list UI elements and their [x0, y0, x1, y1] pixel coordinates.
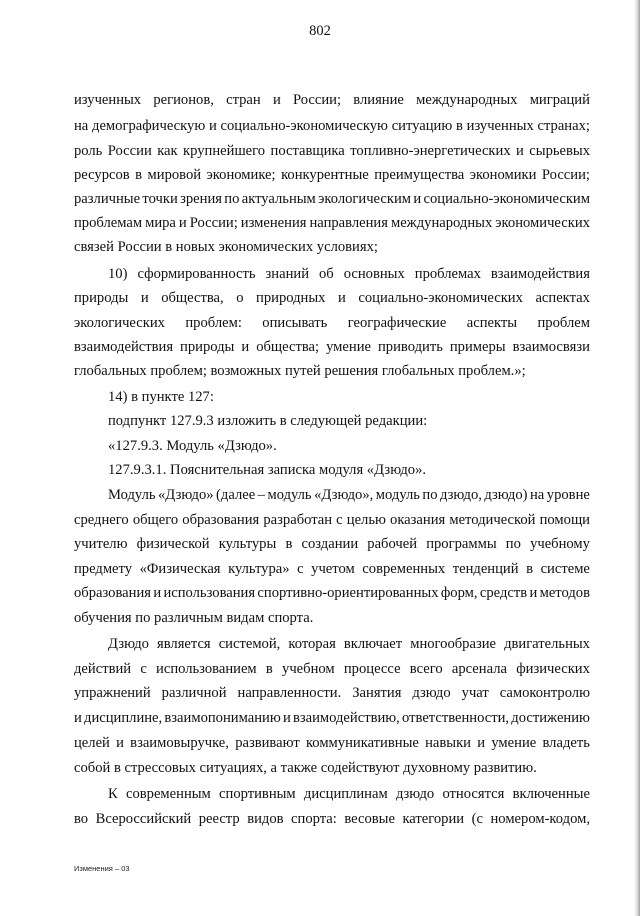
text-line [74, 214, 590, 232]
word: многообразие [410, 636, 497, 652]
word: социально-экономических [358, 290, 523, 306]
word: сформированность [137, 266, 256, 282]
word: на [74, 118, 89, 134]
word: целей [74, 735, 110, 751]
word: и [153, 585, 162, 601]
word: и [338, 290, 346, 306]
word: навыки [425, 735, 471, 751]
text-line: «127.9.3. Модуль «Дзюдо». [108, 438, 277, 454]
word: в [135, 167, 143, 183]
word: основных [343, 266, 405, 282]
word: и [140, 290, 149, 306]
word: культуры [218, 536, 277, 552]
text-line: 127.9.3.1. Пояснительная записка модуля «Дзюдо». [108, 462, 427, 478]
word: программы [426, 536, 497, 552]
word: изученных [466, 118, 534, 134]
word: К [108, 786, 118, 802]
word: «Физическая [139, 561, 221, 577]
word: странах; [537, 118, 590, 134]
word: взаимодействия [490, 266, 590, 282]
word: образования [74, 585, 151, 601]
word: приводить [378, 339, 443, 355]
word: модуль [375, 487, 420, 503]
word: о [236, 290, 244, 306]
word: взаимопониманию [164, 710, 281, 726]
word: всего [409, 661, 443, 677]
text-line [74, 709, 590, 727]
word: (далее [216, 487, 256, 503]
word: использования [163, 585, 256, 601]
word: образования [182, 512, 260, 528]
word: учителю [74, 536, 128, 552]
word: категории [402, 811, 465, 827]
word: экологическим [318, 191, 412, 207]
word: проблем [537, 315, 590, 331]
word: географические [347, 315, 447, 331]
word: дзюдо [412, 685, 451, 701]
word: международных [416, 92, 518, 108]
word: международных [390, 215, 493, 231]
word: аспектах [535, 290, 590, 306]
word: демографическую [92, 118, 206, 134]
text-line [108, 265, 590, 283]
text-line [74, 660, 590, 678]
word: учебному [530, 536, 590, 552]
word: уровне [546, 487, 590, 503]
word: системой, [218, 636, 281, 652]
word: форм, [440, 585, 478, 601]
word: коммуникативные [305, 735, 419, 751]
word: проблем: [185, 315, 242, 331]
word: умение [491, 735, 537, 751]
word: об [319, 266, 334, 282]
word: примеры [449, 339, 506, 355]
word: Всероссийский [95, 811, 192, 827]
word: физической [136, 536, 210, 552]
word: и [413, 191, 422, 207]
text-line [74, 511, 590, 529]
word: спортивным [219, 786, 296, 802]
word: дзюдо, [440, 487, 482, 503]
word: направленности. [237, 685, 342, 701]
word: средств [479, 585, 528, 601]
text-line [74, 117, 590, 135]
word: культура» [228, 561, 290, 577]
word: взаимодействию, [292, 710, 400, 726]
word: «Дзюдо», [314, 487, 374, 503]
word: в [265, 661, 273, 677]
word: регионов, [153, 92, 214, 108]
word: с [336, 512, 343, 528]
word: системе [540, 561, 590, 577]
word: включенные [512, 786, 590, 802]
text-line [74, 314, 590, 332]
word: мировой [147, 167, 202, 183]
word: сырьевых [529, 143, 590, 159]
word: тенденций [452, 561, 519, 577]
text-line [74, 142, 590, 160]
word: социально-экономическую [220, 118, 388, 134]
word: 10) [108, 266, 128, 282]
word: «Дзюдо» [158, 487, 214, 503]
word: влияние [353, 92, 404, 108]
text-line [108, 785, 590, 803]
text-line [74, 584, 590, 602]
footer-note: Изменения – 03 [74, 864, 130, 873]
text-line [74, 734, 590, 752]
word: спортивно-ориентированных [257, 585, 439, 601]
word: модуль [267, 487, 312, 503]
word: социально-экономическим [423, 191, 590, 207]
text-line [74, 560, 590, 578]
word: дисциплине, [84, 710, 163, 726]
word: мира [145, 215, 176, 231]
word: относятся [442, 786, 505, 802]
word: России [107, 143, 152, 159]
word: современным [125, 786, 211, 802]
word: целью [346, 512, 386, 528]
text-line [74, 166, 590, 184]
word: и [241, 339, 250, 355]
word: топливно-энергетических [350, 143, 511, 159]
text-line [74, 91, 590, 109]
word: в [456, 118, 463, 134]
word: и [282, 710, 291, 726]
page-number: 802 [309, 23, 331, 39]
word: аспекты [466, 315, 518, 331]
word: и [208, 118, 217, 134]
word: в [285, 536, 293, 552]
text-line [74, 338, 590, 356]
word: методов [539, 585, 590, 601]
word: общества; [256, 339, 320, 355]
word: и [516, 143, 524, 159]
text-line [74, 190, 590, 208]
word: с [297, 561, 304, 577]
word: общего [132, 512, 179, 528]
text-line: собой в стрессовых ситуациях, а также содействуют духовному развитию. [74, 760, 537, 776]
word: является [157, 636, 211, 652]
word: России; [293, 92, 342, 108]
word: процессе [343, 661, 401, 677]
word: экономике; [206, 167, 276, 183]
word: на [530, 487, 545, 503]
word: общества, [161, 290, 224, 306]
word: поставщика [270, 143, 345, 159]
text-line [74, 535, 590, 553]
word: (с [471, 811, 483, 827]
word: дзюдо [395, 786, 435, 802]
word: с [140, 661, 147, 677]
word: рабочей [367, 536, 418, 552]
word: и [477, 735, 486, 751]
word: экономических [495, 215, 590, 231]
word: роль [74, 143, 103, 159]
word: современных [362, 561, 446, 577]
word: природы [180, 339, 235, 355]
word: и [178, 215, 187, 231]
word: оказания [390, 512, 446, 528]
word: предмету [74, 561, 133, 577]
word: зрения [180, 191, 222, 207]
text-line: подпункт 127.9.3 изложить в следующей редакции: [108, 413, 428, 429]
word: и [116, 735, 124, 751]
word: как [157, 143, 178, 159]
text-line [74, 684, 590, 702]
word: создании [301, 536, 359, 552]
word: учетом [311, 561, 355, 577]
word: которая [288, 636, 336, 652]
word: учат [461, 685, 489, 701]
page-edge-shadow [634, 0, 640, 916]
word: реестр [198, 811, 240, 827]
word: физических [516, 661, 590, 677]
word: владеть [542, 735, 590, 751]
word: ситуацию [391, 118, 453, 134]
word: России; [189, 215, 238, 231]
word: помощи [539, 512, 590, 528]
word: точки [142, 191, 178, 207]
word: арсенала [451, 661, 507, 677]
word: номером-кодом, [490, 811, 590, 827]
word: Дзюдо [108, 636, 149, 652]
word: весовые [344, 811, 395, 827]
word: природы [74, 290, 129, 306]
word: крупнейшего [183, 143, 266, 159]
word: экологических [74, 315, 165, 331]
word: изученных [74, 92, 142, 108]
word: миграций [529, 92, 590, 108]
word: упражнений [74, 685, 151, 701]
word: дисциплинам [303, 786, 388, 802]
word: дзюдо) [484, 487, 528, 503]
word: конкурентные [281, 167, 369, 183]
word: проблемам [74, 215, 143, 231]
word: проблемах [414, 266, 481, 282]
word: стран [226, 92, 261, 108]
word: среднего [74, 512, 129, 528]
word: умение [326, 339, 371, 355]
word: использованием [156, 661, 257, 677]
text-line: 14) в пункте 127: [108, 389, 214, 405]
text-line: связей России в новых экономических условиях; [74, 239, 378, 255]
word: знаний [265, 266, 310, 282]
word: взаимосвязи [512, 339, 590, 355]
word: развивают [235, 735, 300, 751]
word: и [529, 585, 538, 601]
word: и [74, 710, 82, 726]
word: двигательных [504, 636, 590, 652]
word: по [422, 487, 438, 503]
text-line: глобальных проблем; возможных путей решения глобальных проблем.»; [74, 363, 526, 379]
word: направления [309, 215, 388, 231]
word: взаимовыручке, [130, 735, 229, 751]
word: взаимодействия [74, 339, 174, 355]
word: в [526, 561, 534, 577]
word: России; [541, 167, 590, 183]
word: природных [256, 290, 326, 306]
word: спорта: [291, 811, 337, 827]
word: по [224, 191, 240, 207]
text-line [108, 486, 590, 504]
word: видов [247, 811, 284, 827]
word: включает [343, 636, 403, 652]
word: ресурсов [74, 167, 130, 183]
word: достижению [511, 710, 590, 726]
word: различные [74, 191, 141, 207]
word: и [272, 92, 281, 108]
text-line [74, 810, 590, 828]
word: Модуль [108, 487, 156, 503]
word: по [505, 536, 521, 552]
word: разработан [263, 512, 333, 528]
word: экономики [469, 167, 537, 183]
word: различной [161, 685, 227, 701]
word: преимущества [374, 167, 465, 183]
text-line [108, 635, 590, 653]
word: – [257, 487, 265, 503]
word: описывать [262, 315, 328, 331]
text-line: обучения по различным видам спорта. [74, 610, 314, 626]
word: ответственности, [402, 710, 510, 726]
word: изменения [240, 215, 307, 231]
word: Занятия [352, 685, 402, 701]
word: действий [74, 661, 132, 677]
word: учебном [282, 661, 335, 677]
word: во [74, 811, 89, 827]
word: самоконтролю [499, 685, 590, 701]
word: актуальным [241, 191, 316, 207]
text-line [74, 289, 590, 307]
word: методической [449, 512, 536, 528]
